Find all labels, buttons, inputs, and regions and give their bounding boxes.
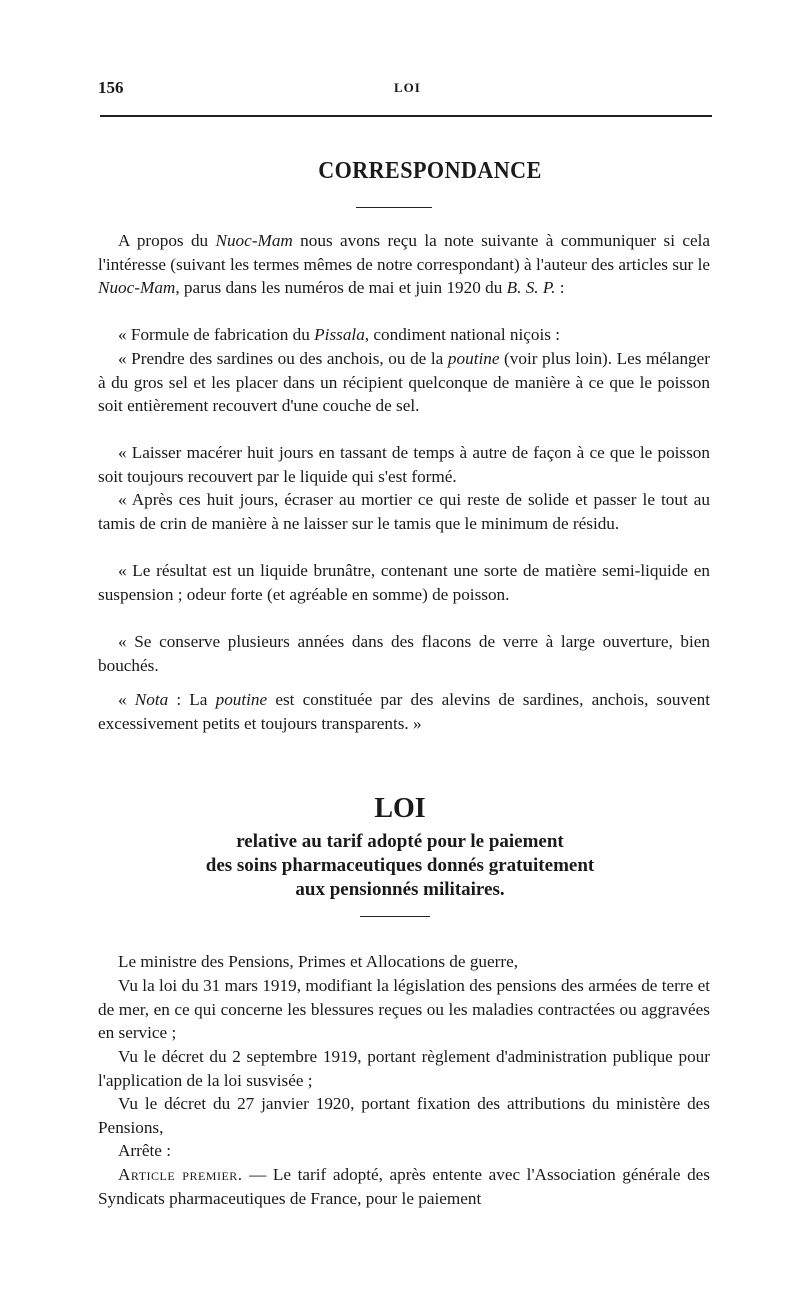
text-run: , parus dans les numéros de mai et juin 1920 du	[175, 278, 507, 298]
loi-paragraph	[98, 1139, 710, 1163]
italic-text: B. S. P.	[506, 278, 556, 298]
running-head	[98, 78, 710, 102]
text-run: « Laisser macérer huit jours en tassant de temps à autre de façon à ce que le poisson soit toujours recouvert par le liquide qui s'est formé.	[98, 443, 710, 486]
text-run: «	[118, 690, 135, 709]
correspondance-paragraph	[98, 559, 710, 606]
italic-text: Pissala	[314, 325, 365, 344]
loi-subtitle-line: relative au tarif adopté pour le paiement	[236, 831, 564, 852]
text-run: Arrête :	[118, 1141, 171, 1160]
text-run: « Formule de fabrication du	[118, 325, 315, 344]
italic-text: Nuoc-Mam	[215, 231, 293, 250]
text-run: — Le tarif adopté, après entente avec l'Association générale des Syndicats pharmaceutiques de France, pour le paiement	[98, 1165, 710, 1208]
text-run: (voir plus loin). Les mélanger à du gros sel et les placer dans un récipient quelconque de manière à ce que le poisson soit entièrement recouvert d'une couche de sel.	[98, 349, 710, 416]
text-run: « Après ces huit jours, écraser au mortier ce qui reste de solide et passer le tout au tamis de crin de manière à ne laisser sur le tamis que le minimum de résidu.	[98, 490, 710, 533]
article-heading: Article premier.	[118, 1165, 243, 1184]
italic-text: poutine	[447, 349, 500, 368]
text-run: Vu la loi du 31 mars 1919, modifiant la législation des pensions des armées de terre et de mer, en ce qui concerne les blessures reçues ou les maladies contractées ou aggravées en service ;	[98, 976, 710, 1043]
text-run: « Le résultat est un liquide brunâtre, contenant une sorte de matière semi-liquide en suspension ; odeur forte (et agréable en somme) de poisson.	[98, 561, 710, 604]
correspondance-nota	[98, 688, 710, 735]
running-title: LOI	[394, 80, 421, 95]
text-run: est constituée par des alevins de sardines, anchois, souvent excessivement petits et toujours transparents. »	[98, 690, 711, 733]
text-run: : La	[168, 690, 216, 709]
correspondance-paragraph	[98, 630, 710, 677]
text-run: Vu le décret du 2 septembre 1919, portant règlement d'administration publique pour l'application de la loi susvisée ;	[98, 1047, 710, 1090]
correspondance-paragraph	[98, 488, 710, 535]
text-run: :	[555, 278, 565, 298]
text-run: « Prendre des sardines ou des anchois, ou de la	[118, 349, 448, 368]
loi-title: LOI	[374, 793, 426, 824]
italic-text: Nota	[134, 690, 169, 709]
loi-paragraph	[98, 974, 710, 1045]
loi-paragraph	[98, 1092, 710, 1139]
text-run: Le ministre des Pensions, Primes et Allocations de guerre,	[118, 952, 519, 971]
text-run: , condiment national niçois :	[364, 325, 561, 344]
loi-subtitle	[150, 830, 650, 902]
correspondance-title: CORRESPONDANCE	[318, 158, 542, 184]
header-rule	[100, 115, 712, 117]
correspondance-paragraph	[98, 229, 710, 300]
text-run: « Se conserve plusieurs années dans des flacons de verre à large ouverture, bien bouchés.	[98, 632, 710, 675]
italic-text: poutine	[215, 690, 268, 709]
loi-subtitle-line: des soins pharmaceutiques donnés gratuitement	[205, 855, 595, 876]
loi-article-premier	[98, 1163, 710, 1210]
loi-paragraph	[98, 1045, 710, 1092]
loi-rule	[360, 916, 430, 917]
italic-text: Nuoc-Mam	[98, 278, 176, 298]
text-run: A propos du	[118, 231, 216, 250]
page-number: 156	[98, 78, 124, 97]
correspondance-paragraph	[98, 323, 710, 347]
correspondance-paragraph	[98, 441, 710, 488]
correspondance-paragraph	[98, 347, 710, 418]
text-run: Vu le décret du 27 janvier 1920, portant fixation des attributions du ministère des Pensions,	[98, 1094, 710, 1137]
text-run: nous avons reçu la note suivante à communiquer si cela l'intéresse (suivant les termes mêmes de notre correspondant) à l'auteur des articles sur le	[98, 231, 710, 274]
loi-subtitle-line: aux pensionnés militaires.	[295, 879, 505, 900]
loi-paragraph	[98, 950, 710, 974]
correspondance-rule	[356, 207, 432, 208]
